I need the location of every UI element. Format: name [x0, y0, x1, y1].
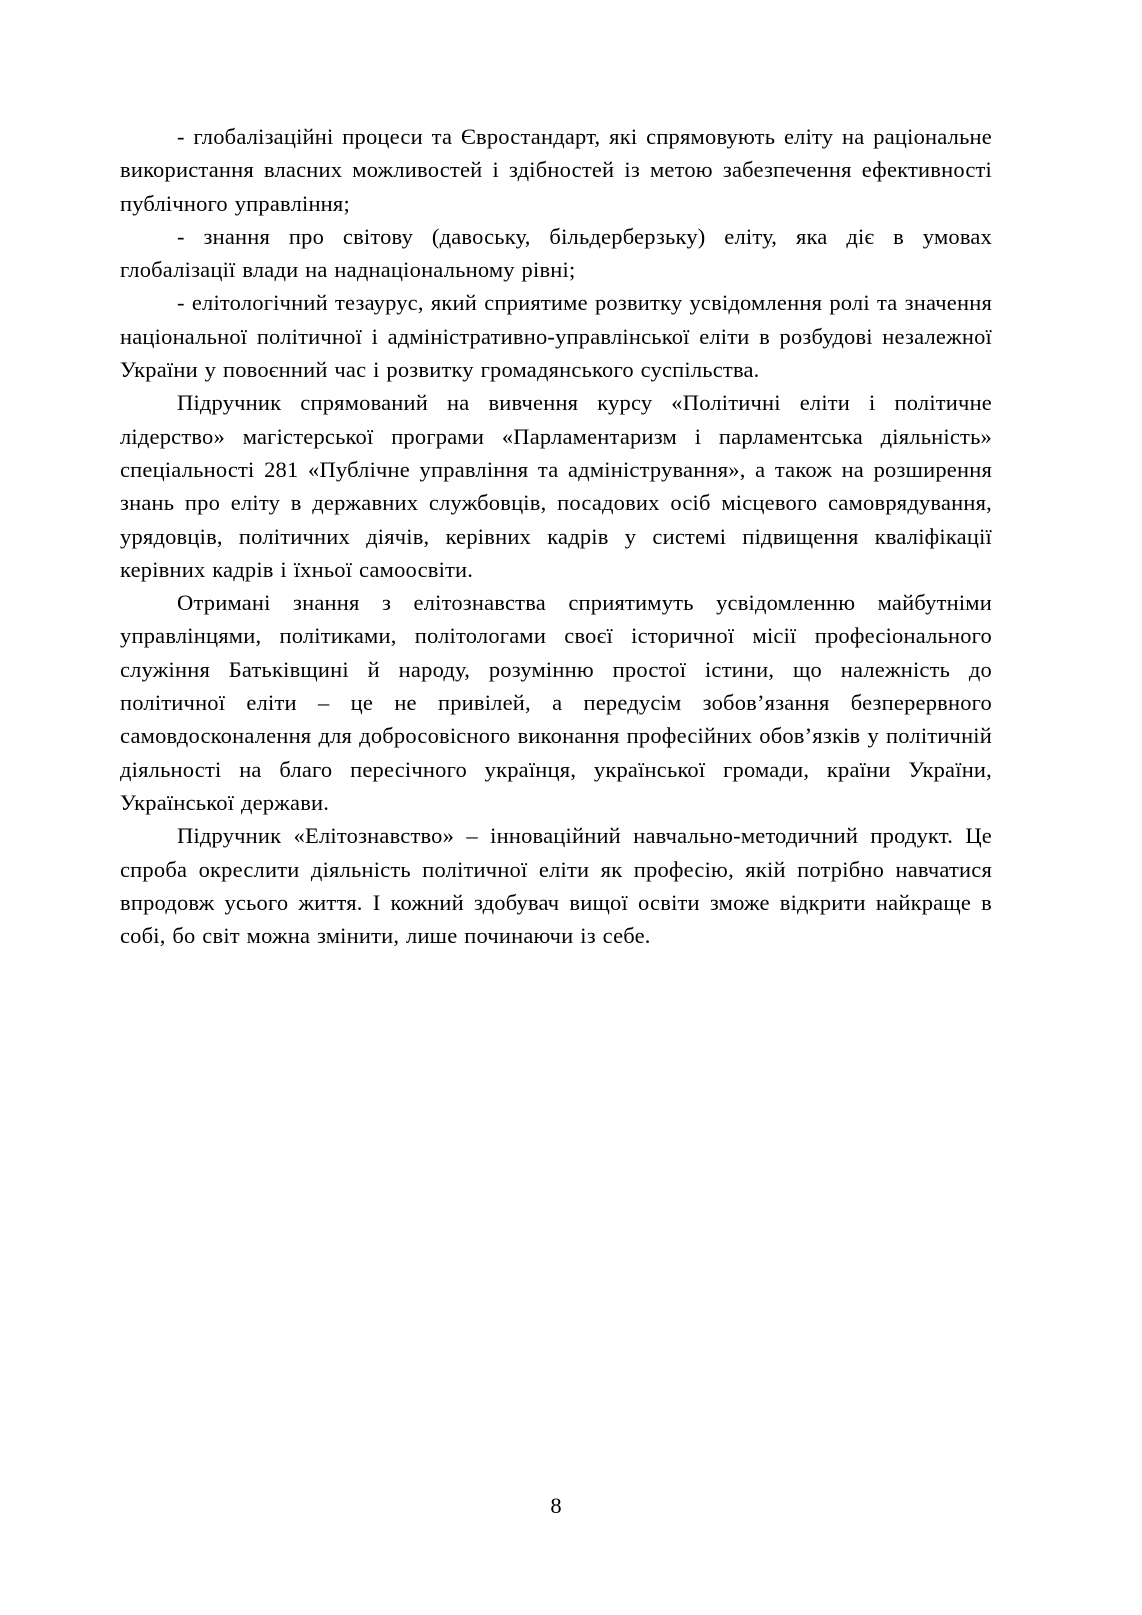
list-item-world-elite: - знання про світову (давоську, більдерберзьку) еліту, яка діє в умовах глобалізації влади на наднаціональному рівні; — [120, 223, 992, 283]
paragraph-textbook-course: Підручник спрямований на вивчення курсу «Політичні еліти і політичне лідерство» магістерської програми «Парламентаризм і парламентська діяльність» спеціальності 281 «Публічне управління та адміністрування», а також на розширення знань про еліту в державних службовців, посадових осіб місцевого самоврядування, урядовців, політичних діячів, керівних кадрів у системі підвищення кваліфікації керівних кадрів і їхньої самоосвіти. — [120, 390, 992, 582]
paragraph-innovative-product: Підручник «Елітознавство» – інноваційний навчально-методичний продукт. Це спроба окреслити діяльність політичної еліти як професію, якій потрібно навчатися впродовж усього життя. І кожний здобувач вищої освіти зможе відкрити найкраще в собі, бо світ можна змінити, лише починаючи із себе. — [120, 823, 992, 949]
body-text — [120, 120, 992, 952]
page-number: 8 — [550, 1493, 562, 1518]
list-item-globalization: - глобалізаційні процеси та Євростандарт, які спрямовують еліту на раціональне використання власних можливостей і здібностей із метою забезпечення ефективності публічного управління; — [120, 124, 992, 216]
list-item-thesaurus: - елітологічний тезаурус, який сприятиме розвитку усвідомлення ролі та значення національної політичної і адміністративно-управлінської еліти в розбудові незалежної України у повоєнний час і розвитку громадянського суспільства. — [120, 290, 992, 383]
paragraph-knowledge-outcomes: Отримані знання з елітознавства сприятимуть усвідомленню майбутніми управлінцями, політиками, політологами своєї історичної місії професіонального служіння Батьківщині й народу, розумінню простої істини, що належність до політичної еліти – це не привілей, а передусім зобов’язання безперервного самовдосконалення для добросовісного виконання професійних обов’язків у політичній діяльності на благо пересічного українця, української громади, країни України, Української держави. — [120, 590, 992, 815]
